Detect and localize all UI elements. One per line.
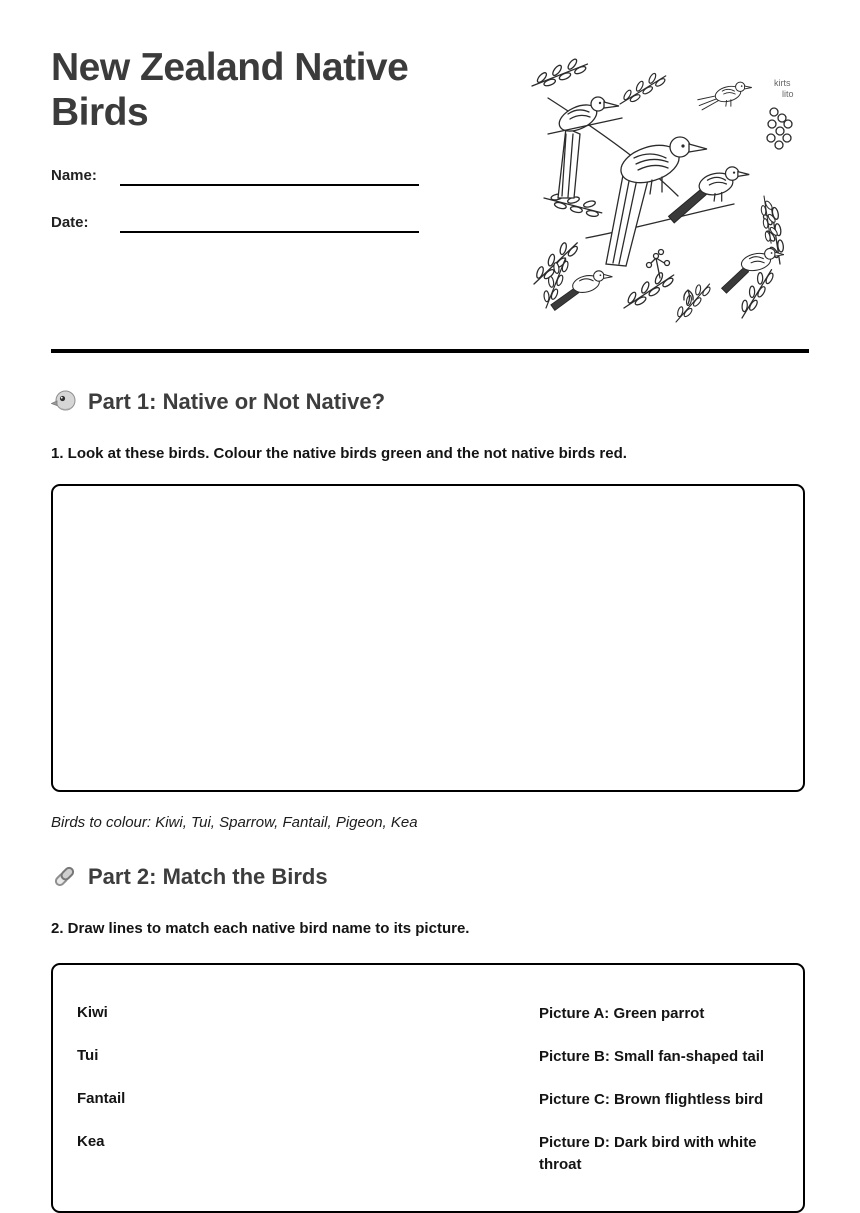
- bird-name-kiwi: Kiwi: [77, 1004, 108, 1021]
- bird-name-kea: Kea: [77, 1133, 105, 1150]
- date-input-line[interactable]: [120, 207, 419, 233]
- birds-to-colour-caption: Birds to colour: Kiwi, Tui, Sparrow, Fantail, Pigeon, Kea: [51, 814, 418, 831]
- illustration-watermark-line1: kirts: [774, 78, 791, 88]
- name-field: [51, 160, 419, 186]
- match-row: [77, 1003, 803, 1025]
- part2-heading: [51, 863, 328, 890]
- birds-line-art-icon: [528, 46, 812, 330]
- picture-d-label: Picture D: Dark bird with white throat: [539, 1134, 757, 1173]
- bird-name-tui: Tui: [77, 1047, 99, 1064]
- match-row: [77, 1089, 803, 1111]
- part1-heading-text: Part 1: Native or Not Native?: [88, 388, 386, 414]
- colouring-workbox[interactable]: [51, 484, 805, 792]
- link-icon: [51, 863, 78, 890]
- name-label: Name:: [51, 167, 97, 184]
- date-label: Date:: [51, 214, 89, 231]
- birds-illustration: [528, 46, 812, 330]
- page-title: New Zealand Native Birds: [51, 46, 409, 134]
- picture-a-label: Picture A: Green parrot: [539, 1005, 705, 1022]
- part1-heading: [51, 388, 385, 415]
- bird-name-fantail: Fantail: [77, 1090, 126, 1107]
- section-divider: [51, 349, 809, 353]
- part2-instruction: 2. Draw lines to match each native bird name to its picture.: [51, 920, 470, 937]
- matching-workbox[interactable]: [51, 963, 805, 1213]
- picture-b-label: Picture B: Small fan-shaped tail: [539, 1048, 765, 1065]
- name-input-line[interactable]: [120, 160, 419, 186]
- match-row: [77, 1046, 803, 1068]
- picture-c-label: Picture C: Brown flightless bird: [539, 1091, 764, 1108]
- illustration-watermark-line2: lito: [782, 89, 794, 99]
- part1-instruction: 1. Look at these birds. Colour the native birds green and the not native birds red.: [51, 445, 627, 462]
- match-row: [77, 1132, 803, 1176]
- date-field: [51, 207, 419, 233]
- bird-icon: [51, 388, 78, 415]
- part2-heading-text: Part 2: Match the Birds: [88, 863, 328, 889]
